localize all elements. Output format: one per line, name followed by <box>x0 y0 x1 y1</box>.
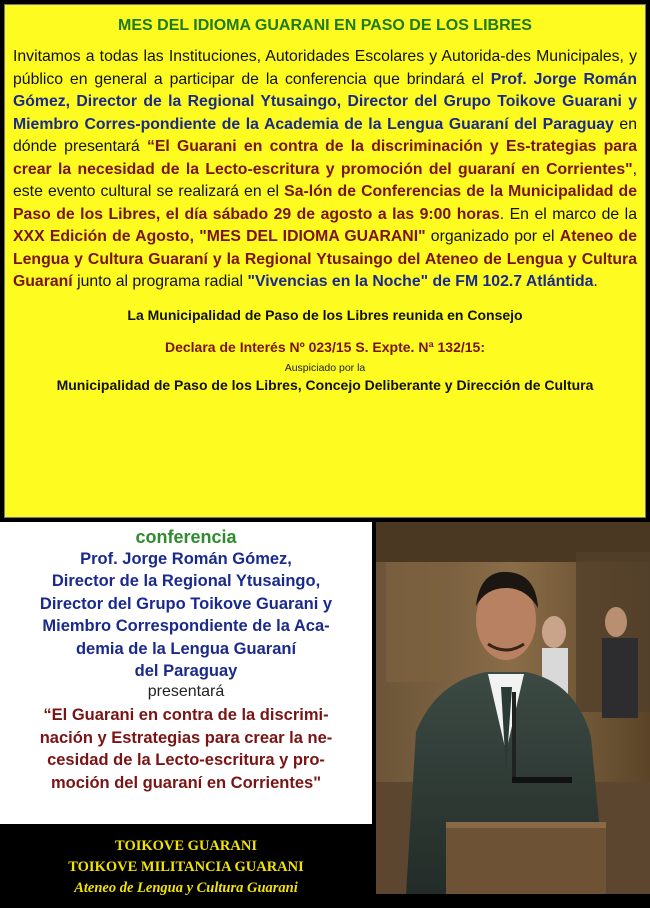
speaker-photo <box>376 522 650 894</box>
speaker-line: Director del Grupo Toikove Guarani y <box>39 594 333 613</box>
intro-text-7: . <box>593 273 598 290</box>
footer-block <box>0 824 372 908</box>
speaker-line: Prof. Jorge Román Gómez, <box>80 550 292 568</box>
intro-text-2: en dónde presentará <box>13 115 637 155</box>
organizers-highlight: Ateneo de Lengua y Cultura Guaraní y la Regional Ytusaingo del Ateneo de Lengua y Cultura Guaraní <box>13 228 637 290</box>
conference-label: conferencia <box>135 527 237 547</box>
intro-text-3: , este evento cultural se realizará en el <box>13 160 637 200</box>
intro-text-5: organizado por el <box>425 228 560 245</box>
intro-text-4: . En el marco de la <box>499 205 637 223</box>
speaker-line: demia de la Lengua Guaraní <box>75 639 297 658</box>
presents-label: presentará <box>147 683 225 701</box>
sponsor-caption: Auspiciado por la <box>284 361 366 374</box>
speaker-line: Director de la Regional Ytusaingo, <box>51 572 321 591</box>
venue-highlight: Sa-lón de Conferencias de la Municipalidad de Paso de los Libres, el día sábado 29 de agosto a las 9:00 horas <box>13 183 637 223</box>
talk-line: “El Guarani en contra de la discrimi- <box>43 706 329 725</box>
speaker-photo-illustration <box>376 522 650 894</box>
edition-highlight: XXX Edición de Agosto, "MES DEL IDIOMA GUARANI" <box>13 228 426 245</box>
sponsor-text: Municipalidad de Paso de los Libres, Concejo Deliberante y Dirección de Cultura <box>56 376 594 393</box>
talk-line: nación y Estrategias para crear la ne- <box>39 728 333 747</box>
talk-title-block <box>0 702 372 794</box>
talk-line: cesidad de la Lecto-escritura y pro- <box>47 751 325 770</box>
footer-line-2: TOIKOVE MILITANCIA GUARANI <box>68 859 304 875</box>
radio-highlight: "Vivencias en la Noche" de FM 102.7 Atlántida <box>247 273 594 290</box>
speaker-line: Miembro Correspondiente de la Aca- <box>42 617 330 636</box>
speaker-line: del Paraguay <box>134 662 238 681</box>
intro-paragraph <box>13 46 637 294</box>
announcement-panel <box>4 4 646 518</box>
declaration-line: Declara de Interés Nº 023/15 S. Expte. Nª 132/15: <box>164 338 486 355</box>
intro-text-1: Invitamos a todas las Instituciones, Autoridades Escolares y Autorida-des Municipales, y público en general a participar de la conferencia que brindará el <box>13 48 637 88</box>
conference-card <box>0 522 372 824</box>
intro-text-6: junto al programa radial <box>72 273 248 290</box>
speaker-highlight: Prof. Jorge Román Gómez, Director de la Regional Ytusaingo, Director del Grupo Toikove Guarani y Miembro Corres-pondiente de la Academia de la Lengua Guaraní del Paraguay <box>13 70 637 133</box>
talk-title-highlight: “El Guarani en contra de la discriminación y Es-trategias para crear la necesidad de la Lecto-escritura y promoción del guaraní en Corrientes" <box>13 138 637 178</box>
page-title: MES DEL IDIOMA GUARANI EN PASO DE LOS LIBRES <box>118 17 532 34</box>
council-line: La Municipalidad de Paso de los Libres reunida en Consejo <box>127 306 523 323</box>
speaker-block <box>0 548 372 682</box>
footer-line-1: TOIKOVE GUARANI <box>115 838 257 854</box>
talk-line: moción del guaraní en Corrientes" <box>50 773 322 792</box>
footer-line-3: Ateneo de Lengua y Cultura Guarani <box>74 880 298 896</box>
